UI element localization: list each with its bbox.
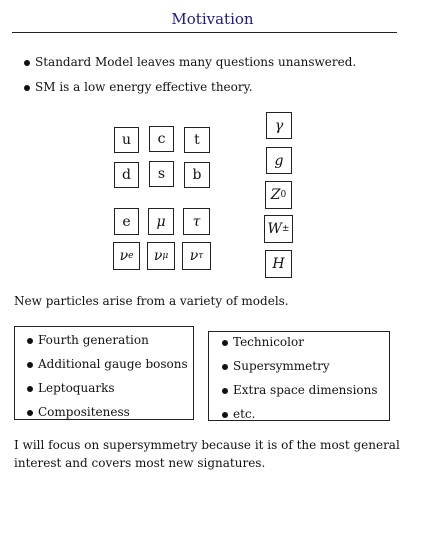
bullet-item — [24, 54, 356, 79]
models-intro: New particles arise from a variety of models. — [14, 294, 289, 308]
particle-muon: μ — [148, 208, 174, 235]
particle-higgs: H — [265, 250, 292, 278]
model-item — [27, 404, 188, 428]
bullet-dot-icon — [222, 340, 228, 346]
model-label: Extra space dimensions — [233, 383, 378, 397]
conclusion-line-2: interest and covers most new signatures. — [14, 456, 266, 470]
model-label: Technicolor — [233, 335, 304, 349]
neutrino-flavor: τ — [198, 251, 204, 261]
model-item — [222, 334, 378, 358]
models-box-right — [208, 331, 390, 421]
particle-z-boson — [265, 181, 292, 209]
particle-photon: γ — [266, 112, 292, 139]
particle-electron-neutrino — [113, 242, 140, 270]
particle-down-quark: d — [114, 162, 139, 188]
particle-electron: e — [114, 208, 139, 235]
model-item — [27, 332, 188, 356]
conclusion-text — [14, 436, 400, 472]
neutrino-symbol: ν — [119, 248, 129, 264]
neutrino-flavor: μ — [162, 251, 169, 261]
motivation-bullets — [24, 54, 356, 104]
bullet-dot-icon — [24, 85, 30, 91]
neutrino-symbol: ν — [189, 248, 199, 264]
model-label: etc. — [233, 407, 256, 421]
bullet-dot-icon — [27, 338, 33, 344]
particle-strange-quark: s — [149, 161, 174, 187]
bullet-dot-icon — [27, 386, 33, 392]
model-label: Additional gauge bosons — [38, 357, 188, 371]
slide-title: Motivation — [171, 10, 254, 28]
bullet-dot-icon — [24, 60, 30, 66]
boson-symbol: W — [267, 221, 282, 237]
conclusion-line-1: I will focus on supersymmetry because it is of the most general — [14, 438, 400, 452]
model-label: Supersymmetry — [233, 359, 330, 373]
particle-muon-neutrino — [147, 242, 175, 270]
model-item — [27, 356, 188, 380]
bullet-dot-icon — [222, 364, 228, 370]
particle-tau: τ — [183, 208, 210, 235]
model-item — [222, 406, 378, 430]
model-item — [222, 358, 378, 382]
bullet-text: Standard Model leaves many questions unanswered. — [35, 55, 357, 69]
bullet-dot-icon — [27, 362, 33, 368]
boson-symbol: Z — [270, 187, 281, 203]
bullet-text: SM is a low energy effective theory. — [35, 80, 253, 94]
neutrino-symbol: ν — [153, 248, 163, 264]
model-label: Fourth generation — [38, 333, 149, 347]
bullet-dot-icon — [222, 412, 228, 418]
particle-tau-neutrino — [182, 242, 211, 270]
bullet-dot-icon — [27, 410, 33, 416]
boson-charge: 0 — [280, 190, 287, 200]
particle-w-boson — [264, 215, 293, 243]
particle-bottom-quark: b — [184, 162, 210, 188]
bullet-dot-icon — [222, 388, 228, 394]
neutrino-flavor: e — [128, 251, 134, 261]
models-box-left — [14, 326, 194, 420]
title-rule — [12, 32, 397, 33]
model-item — [222, 382, 378, 406]
model-label: Leptoquarks — [38, 381, 115, 395]
model-item — [27, 380, 188, 404]
bullet-item — [24, 79, 356, 104]
particle-charm-quark: c — [149, 126, 174, 152]
particle-gluon: g — [266, 147, 292, 174]
model-label: Compositeness — [38, 405, 130, 419]
particle-up-quark: u — [114, 127, 139, 153]
boson-charge: ± — [281, 224, 290, 234]
particle-top-quark: t — [184, 127, 210, 153]
